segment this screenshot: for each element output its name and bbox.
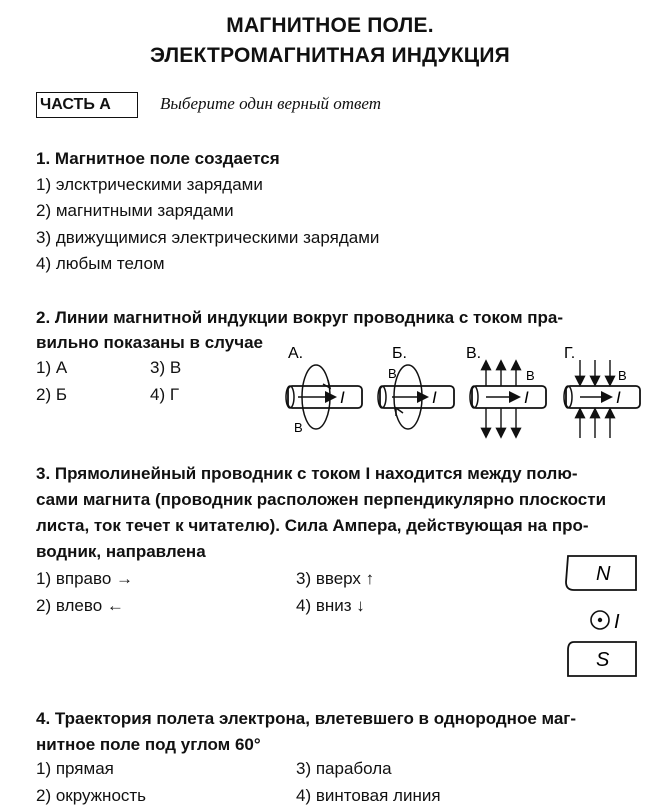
q3-option-1[interactable]: 1) вправо → <box>36 569 134 588</box>
figure-v-label: В. <box>466 345 482 362</box>
figure-v <box>466 345 546 436</box>
q1-option-4[interactable]: 4) любым телом <box>36 254 165 273</box>
question-3-text-line4: водник, направлена <box>36 542 206 561</box>
figure-b <box>378 345 454 429</box>
page-title-line1: МАГНИТНОЕ ПОЛЕ. <box>226 14 434 37</box>
figure-a-current: I <box>340 388 345 407</box>
q3-option-2[interactable]: 2) влево ← <box>36 596 124 615</box>
q3-option-3[interactable]: 3) вверх ↑ <box>296 569 375 588</box>
q3-magnet-figure <box>560 550 650 682</box>
figure-b-current: I <box>432 388 437 407</box>
question-3-text-line2: сами магнита (проводник расположен перпендикулярно плоскости <box>36 490 607 509</box>
q4-option-3[interactable]: 3) парабола <box>296 759 392 778</box>
figure-b-label: Б. <box>392 345 407 362</box>
question-1-text: 1. Магнитное поле создается <box>36 149 280 168</box>
q2-option-4[interactable]: 4) Г <box>150 385 180 404</box>
part-label: ЧАСТЬ А <box>36 92 138 118</box>
question-4-text-line1: 4. Траектория полета электрона, влетевшего в однородное маг- <box>36 709 577 728</box>
figure-a-label: А. <box>288 345 304 362</box>
q2-figures <box>276 340 656 450</box>
q3-option-4[interactable]: 4) вниз ↓ <box>296 596 365 615</box>
page-title-line2: ЭЛЕКТРОМАГНИТНАЯ ИНДУКЦИЯ <box>150 44 510 67</box>
question-2-text-line2: вильно показаны в случае <box>36 333 263 352</box>
figure-g <box>564 345 640 438</box>
figure-b-field: В <box>388 366 397 381</box>
question-4-text-line2: нитное поле под углом 60° <box>36 735 261 754</box>
figure-g-field: В <box>618 368 627 383</box>
figure-g-label: Г. <box>564 345 576 362</box>
figure-v-field: В <box>526 368 535 383</box>
q2-option-3[interactable]: 3) В <box>150 358 182 377</box>
q4-option-2[interactable]: 2) окружность <box>36 786 147 805</box>
q2-option-2[interactable]: 2) Б <box>36 385 67 404</box>
q1-option-1[interactable]: 1) элсктрическими зарядами <box>36 175 263 194</box>
question-3-text-line1: 3. Прямолинейный проводник с током I находится между полю- <box>36 464 578 483</box>
part-instruction: Выберите один верный ответ <box>160 94 381 113</box>
question-3-text-line3: листа, ток течет к читателю). Сила Ампера, действующая на про- <box>36 516 589 535</box>
magnet-north-label: N <box>596 563 611 585</box>
magnet-current-label: I <box>614 611 620 633</box>
figure-g-current: I <box>616 388 621 407</box>
q1-option-2[interactable]: 2) магнитными зарядами <box>36 201 234 220</box>
question-2-text-line1: 2. Линии магнитной индукции вокруг проводника с током пра- <box>36 308 564 327</box>
figure-v-current: I <box>524 388 529 407</box>
magnet-south-label: S <box>596 649 610 671</box>
figure-a <box>286 345 362 435</box>
q4-option-1[interactable]: 1) прямая <box>36 759 114 778</box>
q2-option-1[interactable]: 1) А <box>36 358 68 377</box>
figure-a-field: В <box>294 420 303 435</box>
q1-option-3[interactable]: 3) движущимися электрическими зарядами <box>36 228 380 247</box>
q4-option-4[interactable]: 4) винтовая линия <box>296 786 441 805</box>
